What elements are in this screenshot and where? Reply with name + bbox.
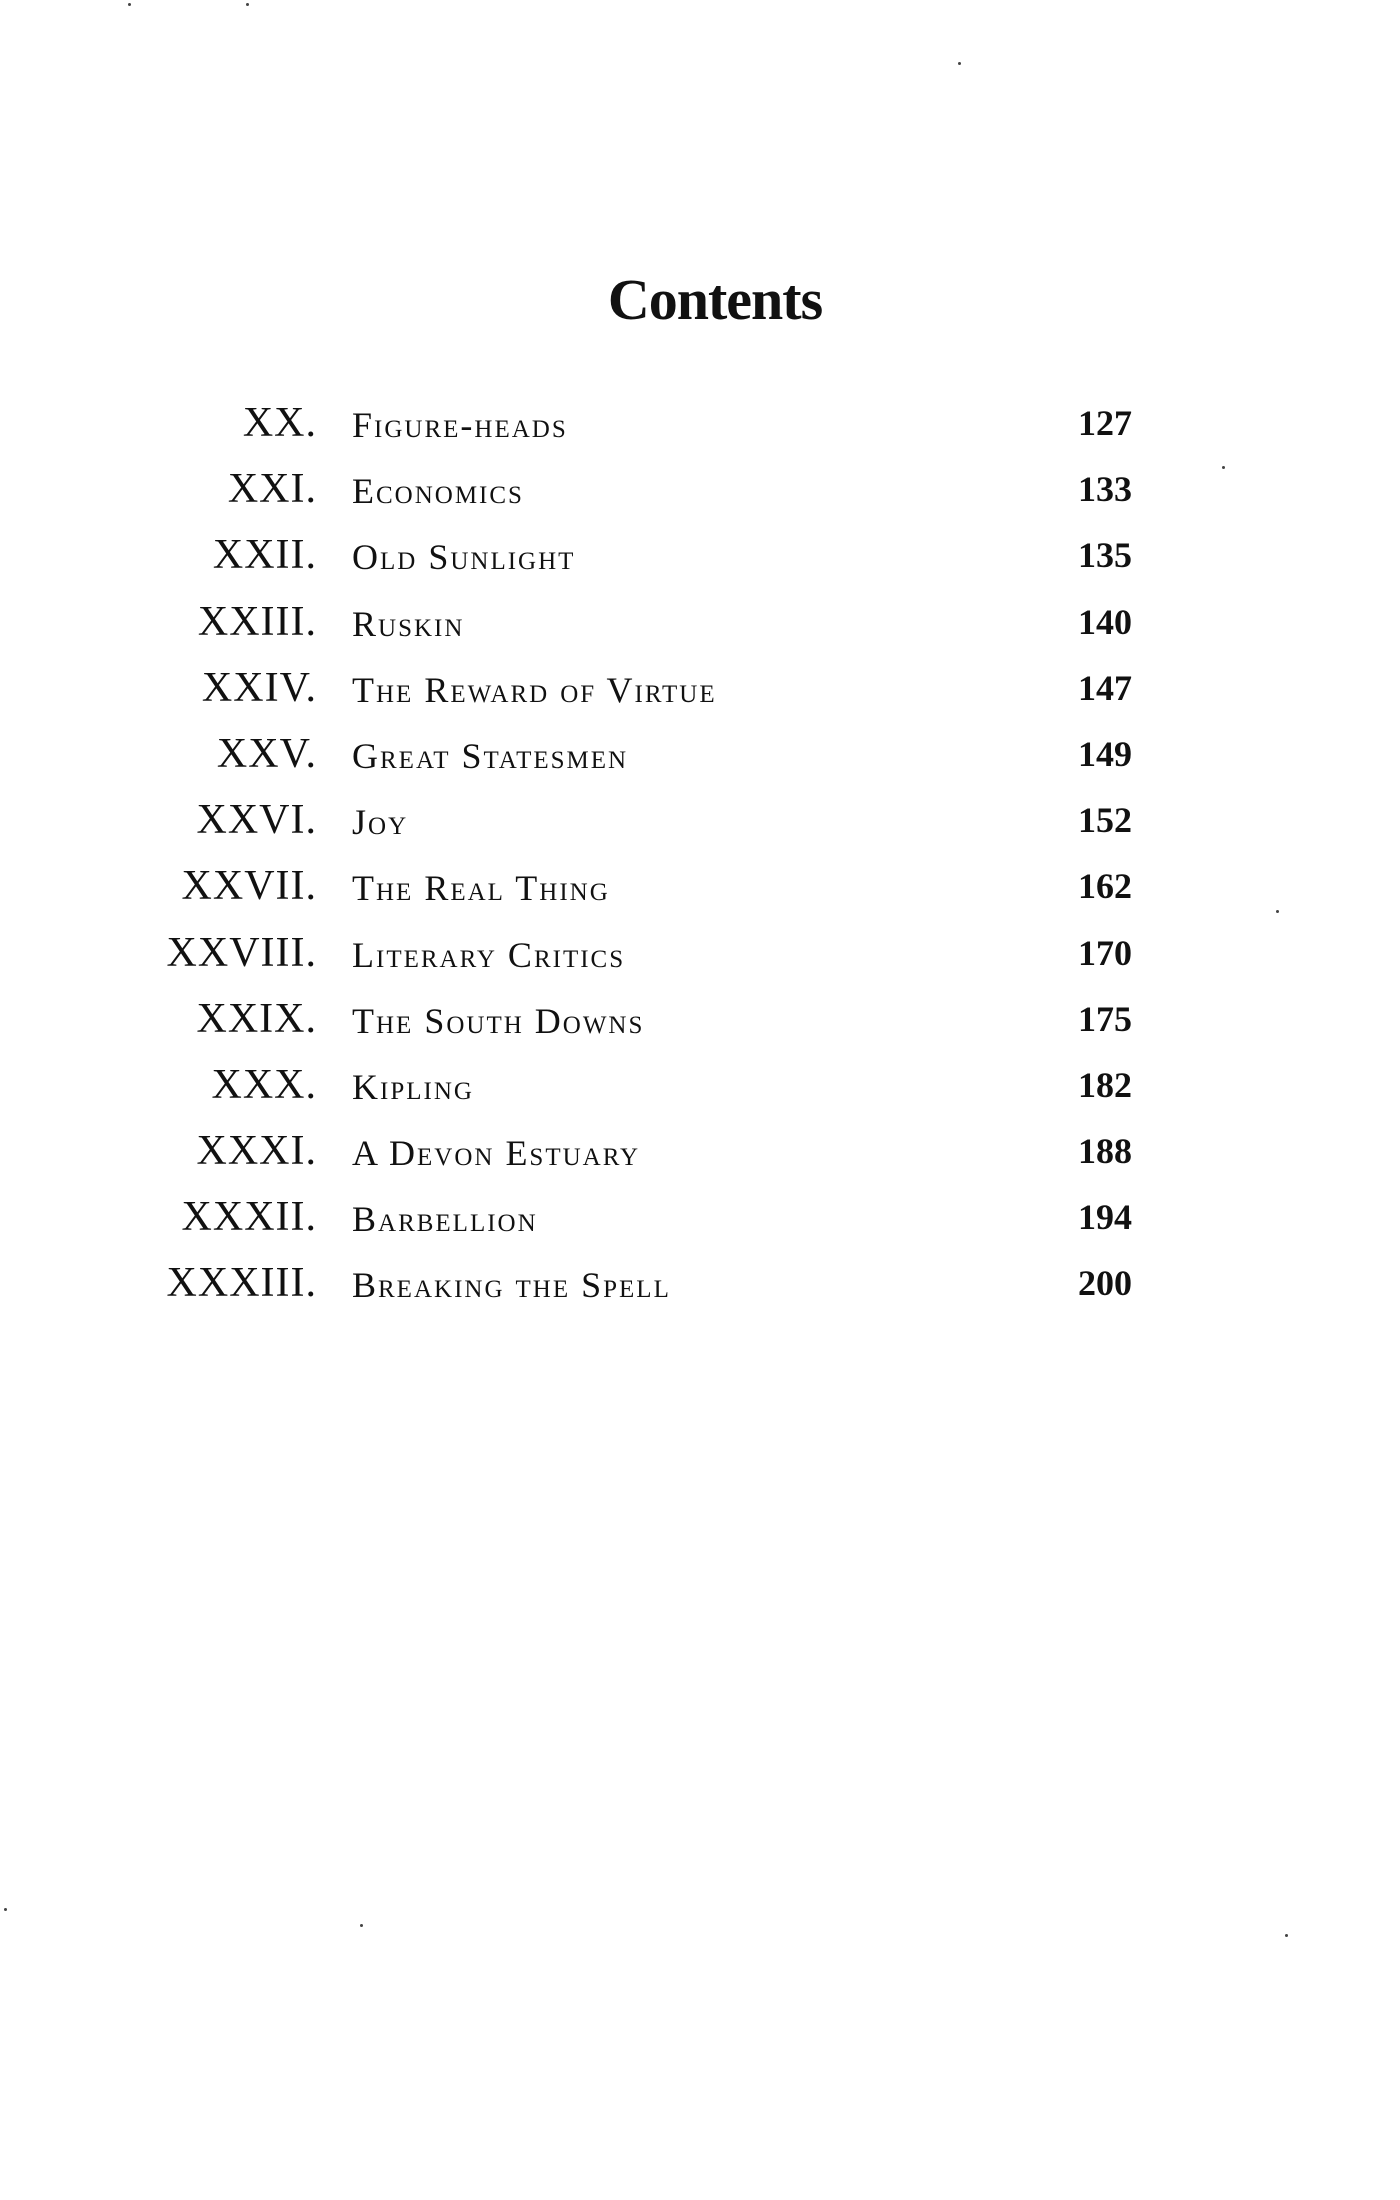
chapter-number: XXVII.	[181, 863, 317, 910]
toc-entry	[0, 1189, 1400, 1255]
toc-entry	[0, 1057, 1400, 1123]
toc-entry	[0, 726, 1400, 792]
scan-speck	[1285, 1934, 1288, 1937]
toc-entry	[0, 660, 1400, 726]
page-number: 140	[1078, 601, 1132, 642]
page-number: 127	[1078, 403, 1132, 443]
scan-speck	[360, 1924, 363, 1927]
page-number: 170	[1078, 932, 1132, 973]
toc-entry	[0, 527, 1400, 593]
page-number: 182	[1078, 1064, 1132, 1105]
chapter-title: The Reward of Virtue	[352, 669, 717, 710]
toc-entry	[0, 925, 1400, 991]
chapter-title: Old Sunlight	[352, 537, 576, 578]
scan-speck	[128, 3, 131, 6]
chapter-title: The Real Thing	[352, 868, 610, 909]
chapter-number: XXIX.	[196, 995, 317, 1042]
chapter-number: XXXIII.	[166, 1260, 317, 1307]
scan-speck	[1276, 910, 1279, 913]
page-number: 162	[1078, 866, 1132, 907]
chapter-title: Barbellion	[352, 1199, 538, 1240]
chapter-title: Figure-heads	[352, 405, 568, 445]
chapter-title: Economics	[352, 471, 524, 512]
toc-entry	[0, 858, 1400, 924]
scan-speck	[246, 3, 249, 6]
page-title: Contents	[607, 267, 823, 332]
page-number: 188	[1078, 1131, 1132, 1172]
chapter-title: Joy	[352, 802, 409, 843]
toc-entry	[0, 1255, 1400, 1321]
toc-entry	[0, 1123, 1400, 1189]
chapter-number: XXIV.	[201, 664, 317, 711]
chapter-number: XXVIII.	[166, 929, 317, 976]
chapter-title: A Devon Estuary	[352, 1133, 641, 1174]
toc-entry	[0, 395, 1400, 461]
chapter-number: XXX.	[211, 1061, 317, 1108]
chapter-number: XXII.	[212, 532, 317, 579]
chapter-title: Literary Critics	[352, 934, 626, 975]
table-of-contents	[0, 395, 1400, 1322]
chapter-number: XXXII.	[181, 1194, 317, 1241]
page-number: 200	[1078, 1263, 1132, 1304]
scan-speck	[958, 62, 961, 65]
chapter-number: XX.	[242, 400, 317, 446]
toc-entry	[0, 991, 1400, 1057]
toc-entry	[0, 461, 1400, 527]
page-number: 194	[1078, 1197, 1132, 1238]
scan-speck	[1222, 466, 1225, 469]
chapter-title: Ruskin	[352, 603, 465, 644]
chapter-number: XXI.	[227, 466, 317, 513]
chapter-title: Breaking the Spell	[352, 1265, 671, 1306]
chapter-title: Kipling	[352, 1066, 474, 1107]
page-number: 147	[1078, 667, 1132, 708]
page-number: 152	[1078, 800, 1132, 841]
scan-speck	[4, 1908, 7, 1911]
toc-entry	[0, 594, 1400, 660]
page-number: 135	[1078, 535, 1132, 576]
page-number: 175	[1078, 998, 1132, 1039]
page-number: 149	[1078, 733, 1132, 774]
chapter-title: Great Statesmen	[352, 735, 629, 776]
page-number: 133	[1078, 469, 1132, 510]
chapter-number: XXXI.	[196, 1128, 317, 1175]
chapter-title: The South Downs	[352, 1000, 645, 1041]
chapter-number: XXIII.	[197, 598, 317, 645]
toc-entry	[0, 792, 1400, 858]
chapter-number: XXVI.	[196, 797, 317, 844]
chapter-number: XXV.	[216, 730, 317, 777]
